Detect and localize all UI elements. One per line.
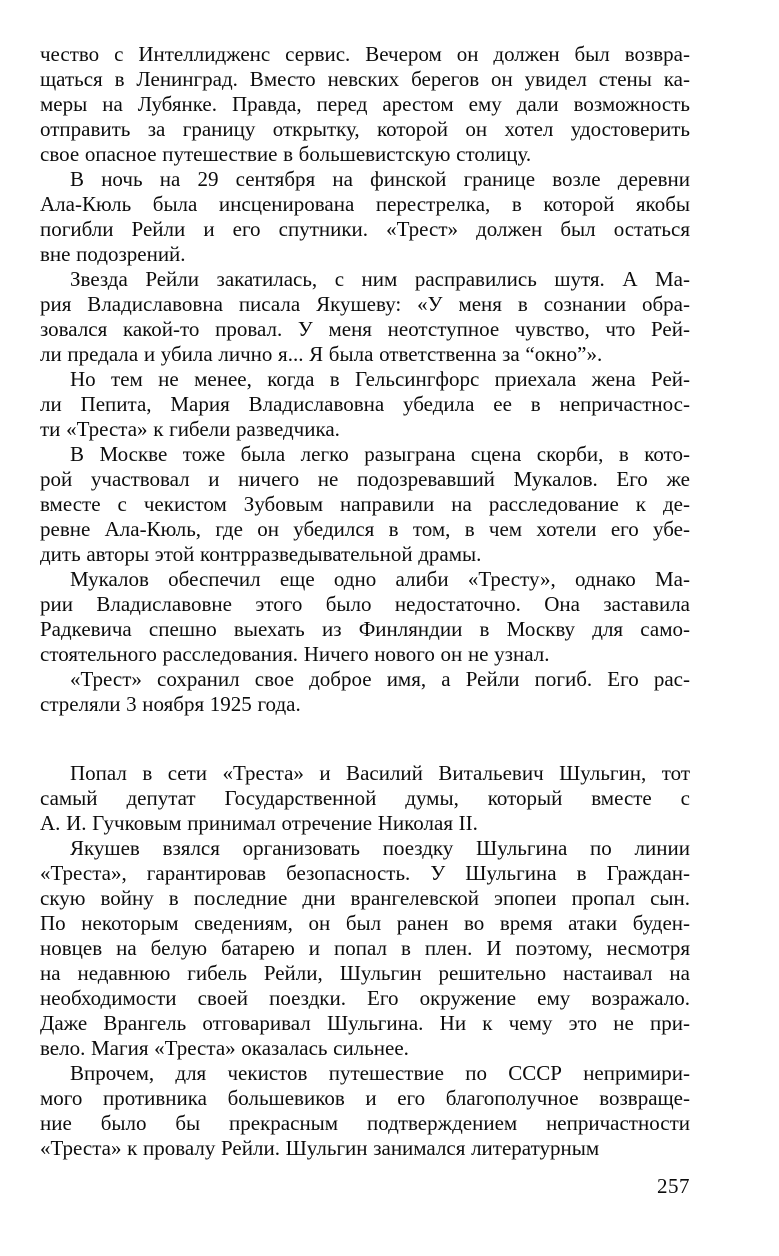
text-line: скую войну в последние дни врангелевской эпопеи пропал сын. bbox=[40, 886, 690, 910]
text-line: самый депутат Государственной думы, который вместе с bbox=[40, 786, 690, 810]
text-line: дить авторы этой контрразведывательной драмы. bbox=[40, 542, 482, 566]
text-line: ли предала и убила лично я... Я была ответственна за “окно”». bbox=[40, 342, 603, 366]
text-line: чество с Интеллидженс сервис. Вечером он должен был возвра- bbox=[40, 42, 690, 66]
text-line: вело. Магия «Треста» оказалась сильнее. bbox=[40, 1036, 409, 1060]
text-line: В ночь на 29 сентября на финской границе возле деревни bbox=[70, 167, 690, 191]
text-line: свое опасное путешествие в большевистскую столицу. bbox=[40, 142, 532, 166]
text-line: По некоторым сведениям, он был ранен во время атаки буден- bbox=[40, 911, 690, 935]
text-line: необходимости своей поездки. Его окружение ему возражало. bbox=[40, 986, 690, 1010]
text-line: Радкевича спешно выехать из Финляндии в Москву для само- bbox=[40, 617, 690, 641]
text-line: В Москве тоже была легко разыграна сцена скорби, в кото- bbox=[70, 442, 690, 466]
text-line: Впрочем, для чекистов путешествие по СССР непримири- bbox=[70, 1061, 690, 1085]
text-line: мого противника большевиков и его благополучное возвраще- bbox=[40, 1086, 690, 1110]
paragraph bbox=[40, 442, 690, 567]
paragraph bbox=[40, 42, 690, 167]
text-line: ревне Ала-Кюль, где он убедился в том, в чем хотели его убе- bbox=[40, 517, 690, 541]
paragraph bbox=[40, 267, 690, 367]
paragraph bbox=[40, 567, 690, 667]
text-line: Ала-Кюль была инсценирована перестрелка, в которой якобы bbox=[40, 192, 690, 216]
text-line: ние было бы прекрасным подтверждением непричастности bbox=[40, 1111, 690, 1135]
text-line: рия Владиславовна писала Якушеву: «У меня в сознании обра- bbox=[40, 292, 690, 316]
text-line: новцев на белую батарею и попал в плен. И поэтому, несмотря bbox=[40, 936, 690, 960]
text-line: А. И. Гучковым принимал отречение Николая II. bbox=[40, 811, 478, 835]
text-line: Попал в сети «Треста» и Василий Витальевич Шульгин, тот bbox=[70, 761, 690, 785]
text-line: отправить за границу открытку, которой он хотел удостоверить bbox=[40, 117, 690, 141]
paragraph bbox=[40, 367, 690, 442]
text-line: рии Владиславовне этого было недостаточно. Она заставила bbox=[40, 592, 690, 616]
paragraph bbox=[40, 761, 690, 836]
text-line: вне подозрений. bbox=[40, 242, 186, 266]
text-line: «Треста», гарантировав безопасность. У Шульгина в Граждан- bbox=[40, 861, 690, 885]
paragraph bbox=[40, 836, 690, 1061]
text-line: зовался какой-то провал. У меня неотступное чувство, что Рей- bbox=[40, 317, 690, 341]
text-line: Даже Врангель отговаривал Шульгина. Ни к чему это не при- bbox=[40, 1011, 690, 1035]
text-line: вместе с чекистом Зубовым направили на расследование к де- bbox=[40, 492, 690, 516]
paragraph bbox=[40, 1061, 690, 1161]
text-line: меры на Лубянке. Правда, перед арестом ему дали возможность bbox=[40, 92, 690, 116]
section-break bbox=[40, 717, 690, 761]
paragraph bbox=[40, 167, 690, 267]
text-line: «Треста» к провалу Рейли. Шульгин занимался литературным bbox=[40, 1136, 600, 1160]
text-line: стреляли 3 ноября 1925 года. bbox=[40, 692, 301, 716]
text-line: ли Пепита, Мария Владиславовна убедила ее в непричастнос- bbox=[40, 392, 690, 416]
text-line: Мукалов обеспечил еще одно алиби «Тресту», однако Ма- bbox=[70, 567, 690, 591]
text-line: Якушев взялся организовать поездку Шульгина по линии bbox=[70, 836, 690, 860]
text-column bbox=[40, 42, 690, 1199]
text-line: ти «Треста» к гибели разведчика. bbox=[40, 417, 340, 441]
text-line: рой участвовал и ничего не подозревавший Мукалов. Его же bbox=[40, 467, 690, 491]
text-line: «Трест» сохранил свое доброе имя, а Рейли погиб. Его рас- bbox=[70, 667, 690, 691]
text-line: стоятельного расследования. Ничего нового он не узнал. bbox=[40, 642, 550, 666]
text-line: на недавнюю гибель Рейли, Шульгин решительно настаивал на bbox=[40, 961, 690, 985]
text-line: Звезда Рейли закатилась, с ним расправились шутя. А Ма- bbox=[70, 267, 690, 291]
page-number: 257 bbox=[657, 1174, 690, 1198]
text-line: Но тем не менее, когда в Гельсингфорс приехала жена Рей- bbox=[70, 367, 690, 391]
text-line: погибли Рейли и его спутники. «Трест» должен был остаться bbox=[40, 217, 690, 241]
text-line: щаться в Ленинград. Вместо невских берегов он увидел стены ка- bbox=[40, 67, 690, 91]
paragraph bbox=[40, 667, 690, 717]
